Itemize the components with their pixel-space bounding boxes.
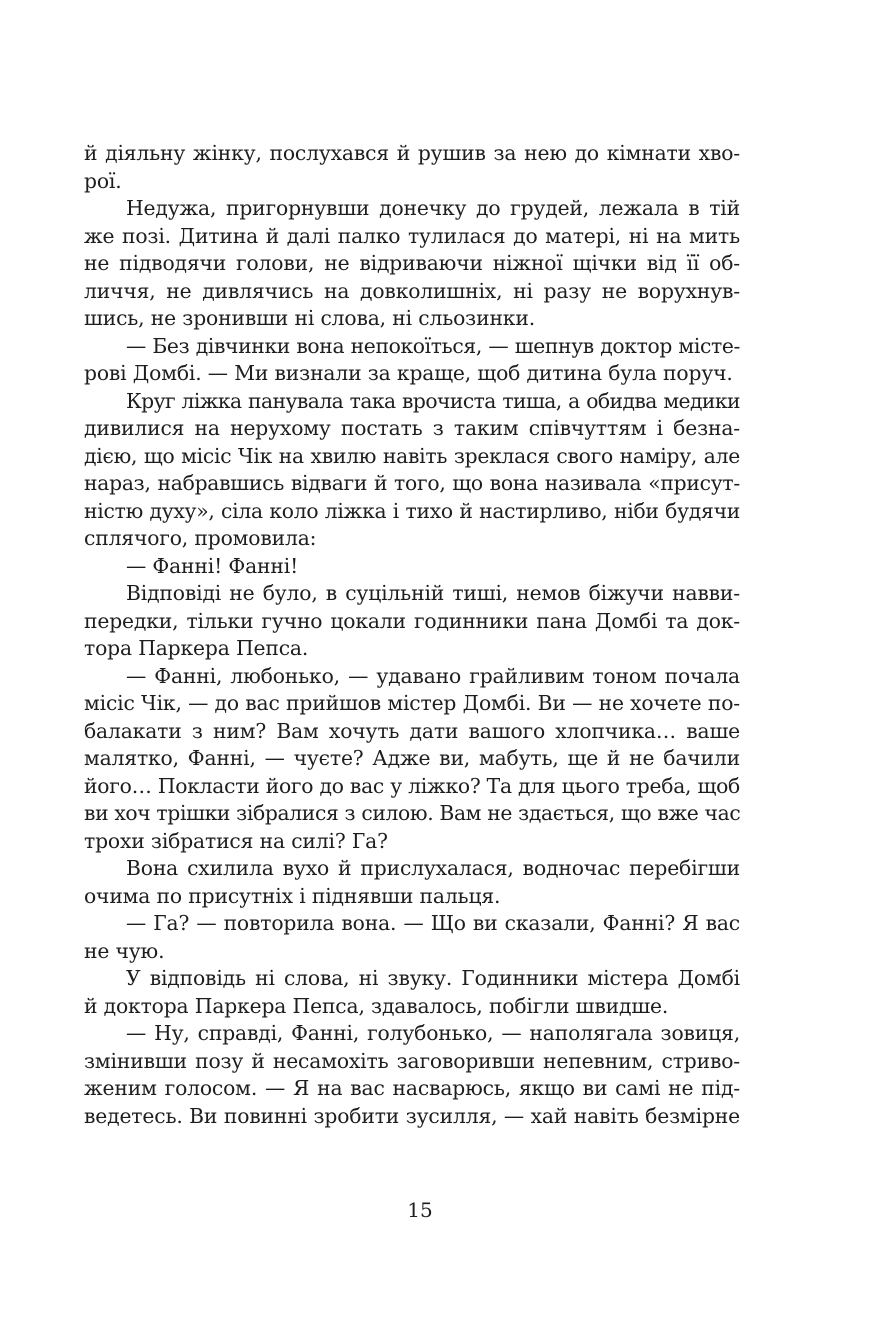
text-line: малятко, Фанні, — чуєте? Адже ви, мабуть, ще й не бачили (84, 746, 740, 770)
text-line: — Фанні! Фанні! (126, 553, 299, 578)
text-line: — Фанні, любонько, — удавано грайливим тоном почала (126, 663, 740, 688)
text-line: ви хоч трішки зібралися з силою. Вам не здається, що вже час (84, 801, 741, 825)
text-line: женим голосом. — Я на вас насварюсь, якщо ви самі не під- (84, 1076, 740, 1100)
text-line: дією, що місіс Чік на хвилю навіть зреклася свого наміру, але (84, 443, 740, 468)
text-line: же позі. Дитина й далі палко тулилася до матері, ні на мить (84, 223, 740, 248)
page-number: 15 (407, 1198, 433, 1222)
text-line: ністю духу», сіла коло ліжка і тихо й настирливо, ніби будячи (84, 498, 740, 523)
text-line: — Ну, справді, Фанні, голубонько, — наполягала зовиця, (126, 1021, 740, 1045)
text-line: шись, не зронивши ні слова, ні сльозинки. (84, 306, 536, 330)
text-line: його… Покласти його до вас у ліжко? Та для цього треба, щоб (84, 773, 740, 798)
text-line: личчя, не дивлячись на довколишніх, ні разу не ворухнув- (84, 278, 740, 303)
text-line: трохи зібратися на силі? Га? (84, 828, 388, 853)
text-line: ведетесь. Ви повинні зробити зусилля, — хай навіть безмірне (84, 1103, 740, 1128)
text-line: дивилися на нерухому постать з таким співчуттям і безна- (84, 416, 740, 440)
text-line: нараз, набравшись відваги й того, що вона називала «присут- (84, 471, 740, 495)
text-line: й доктора Паркера Пепса, здавалось, побігли швидше. (84, 993, 669, 1018)
text-line: балакати з ним? Вам хочуть дати вашого хлопчика… ваше (84, 718, 740, 743)
text-line: Круг ліжка панувала така врочиста тиша, а обидва медики (126, 388, 740, 413)
text-line: Недужа, пригорнувши донечку до грудей, лежала в тій (126, 196, 740, 220)
text-line: передки, тільки гучно цокали годинники пана Домбі та док- (84, 608, 740, 633)
text-line: сплячого, промовила: (84, 526, 317, 550)
body-text (84, 140, 740, 1130)
text-line: Вона схилила вухо й прислухалася, водночас перебігши (126, 856, 740, 880)
text-line: Відповіді не було, в суцільній тиші, немов біжучи навви- (126, 581, 740, 605)
text-line: не підводячи голови, не відриваючи ніжної щічки від її об- (84, 251, 740, 275)
text-line: не чую. (84, 938, 165, 963)
text-line: місіс Чік, — до вас прийшов містер Домбі. Ви — не хочете по- (84, 691, 740, 715)
text-line: — Без дівчинки вона непокоїться, — шепнув доктор місте- (126, 333, 740, 358)
text-line: рові Домбі. — Ми визнали за краще, щоб дитина була поруч. (84, 361, 733, 385)
text-line: очима по присутніх і піднявши пальця. (84, 883, 501, 908)
text-line: рої. (84, 168, 122, 193)
text-line: тора Паркера Пепса. (84, 636, 309, 660)
text-line: змінивши позу й несамохіть заговоривши непевним, стриво- (84, 1048, 740, 1073)
text-line: й діяльну жінку, послухався й рушив за нею до кімнати хво- (84, 141, 740, 165)
text-line: У відповідь ні слова, ні звуку. Годинники містера Домбі (126, 966, 740, 990)
text-line: — Га? — повторила вона. — Що ви сказали, Фанні? Я вас (126, 911, 740, 935)
